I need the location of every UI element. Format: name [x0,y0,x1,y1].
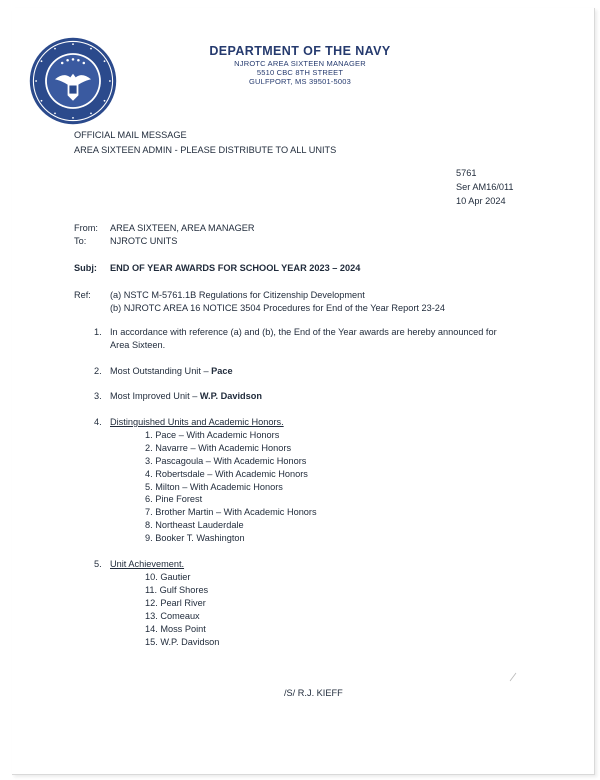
letterhead-office: NJROTC AREA SIXTEEN MANAGER [234,59,366,68]
to-value: NJROTC UNITS [110,236,178,246]
signature-block: /S/ R.J. KIEFF [284,688,343,698]
reference-b: (b) NJROTC AREA 16 NOTICE 3504 Procedures for End of the Year Report 23-24 [110,303,445,313]
to-label: To: [74,236,87,246]
serial-number: Ser AM16/011 [456,182,514,192]
distinguished-unit-item: 8. Northeast Lauderdale [145,520,244,530]
distinguished-unit-item: 4. Robertsdale – With Academic Honors [145,469,308,479]
unit-achievement-heading: Unit Achievement. [110,559,185,569]
outstanding-unit-name: Pace [211,366,233,376]
pen-mark-icon [508,672,518,682]
paragraph-4-number: 4. [94,417,102,427]
paragraph-3-number: 3. [94,391,102,401]
letterhead-city: GULFPORT, MS 39501-5003 [248,77,351,86]
official-mail-label: OFFICIAL MAIL MESSAGE [74,130,187,140]
distinguished-unit-item: 5. Milton – With Academic Honors [145,482,283,492]
distinguished-unit-item: 3. Pascagoula – With Academic Honors [145,456,307,466]
unit-achievement-item: 10. Gautier [145,572,191,582]
paragraph-1-line-1: In accordance with reference (a) and (b), the End of the Year awards are hereby announced for [110,327,497,337]
reference-a: (a) NSTC M-5761.1B Regulations for Citizenship Development [110,290,365,300]
distinguished-units-heading: Distinguished Units and Academic Honors. [110,417,284,427]
distinguished-unit-item: 7. Brother Martin – With Academic Honors [145,507,317,517]
distinguished-unit-item: 2. Navarre – With Academic Honors [145,443,292,453]
letterhead-street: 5510 CBC 8TH STREET [256,68,344,77]
unit-achievement-item: 13. Comeaux [145,611,200,621]
distinguished-unit-item: 1. Pace – With Academic Honors [145,430,280,440]
ssic-code: 5761 [456,168,477,178]
unit-achievement-item: 14. Moss Point [145,624,206,634]
improved-unit-label: Most Improved Unit – [110,391,200,401]
distinguished-unit-item: 9. Booker T. Washington [145,533,245,543]
paragraph-2-number: 2. [94,366,102,376]
subject-value: END OF YEAR AWARDS FOR SCHOOL YEAR 2023 – 2024 [110,263,361,273]
outstanding-unit-label: Most Outstanding Unit – [110,366,212,376]
subject-label: Subj: [74,263,97,273]
paragraph-1-line-2: Area Sixteen. [110,340,166,350]
references-label: Ref: [74,290,91,300]
letter-date: 10 Apr 2024 [456,196,506,206]
distribution-label: AREA SIXTEEN ADMIN - PLEASE DISTRIBUTE TO ALL UNITS [74,145,337,155]
unit-achievement-item: 12. Pearl River [145,598,206,608]
paragraph-5-number: 5. [94,559,102,569]
unit-achievement-item: 15. W.P. Davidson [145,637,220,647]
unit-achievement-item: 11. Gulf Shores [145,585,209,595]
distinguished-unit-item: 6. Pine Forest [145,494,203,504]
paragraph-2-text [110,366,233,376]
from-label: From: [74,223,98,233]
paragraph-1-number: 1. [94,327,102,337]
from-value: AREA SIXTEEN, AREA MANAGER [110,223,255,233]
letterhead-title: DEPARTMENT OF THE NAVY [209,44,391,58]
improved-unit-name: W.P. Davidson [199,391,262,401]
paragraph-3-text [110,391,262,401]
